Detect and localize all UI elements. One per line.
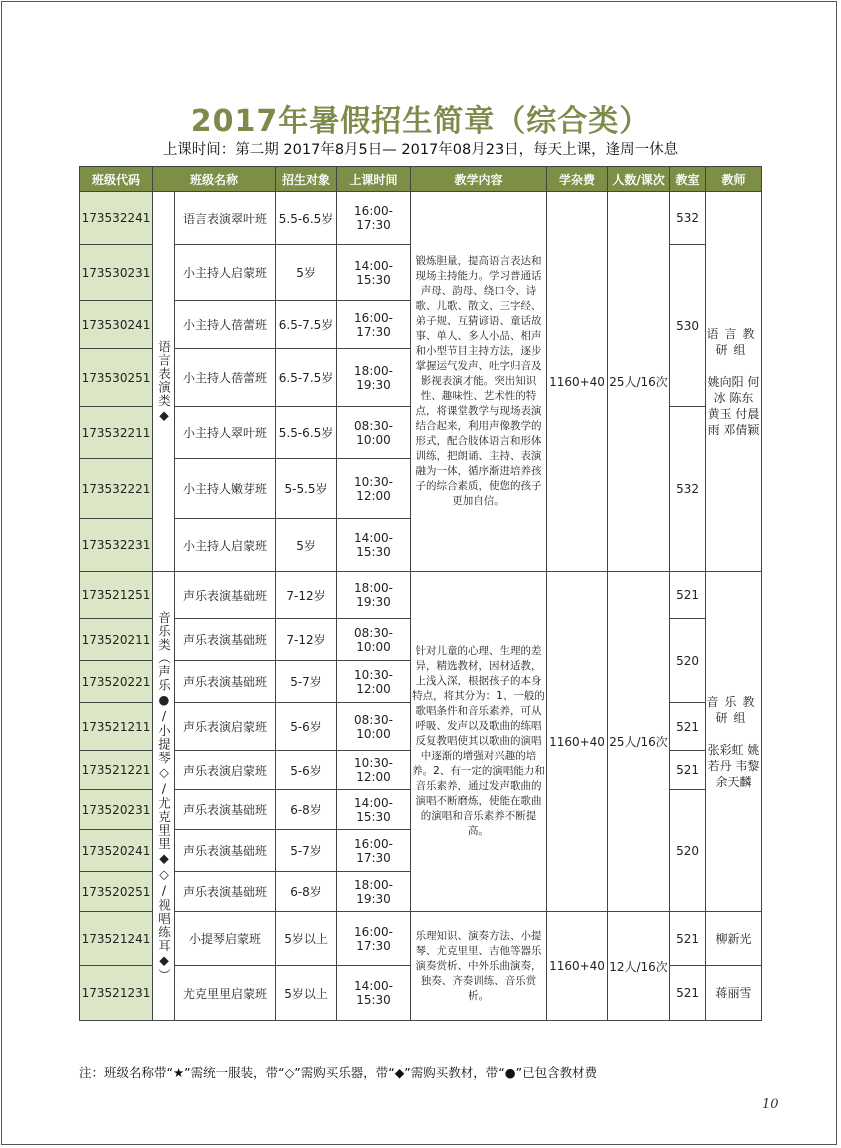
classroom: 520 xyxy=(670,790,706,912)
class-time: 14:00-15:30 xyxy=(337,790,411,830)
class-name: 语言表演翠叶班 xyxy=(175,192,276,245)
class-age: 6-8岁 xyxy=(276,872,337,912)
class-name: 小主持人蓓蕾班 xyxy=(175,349,276,407)
classroom: 520 xyxy=(670,619,706,703)
class-time: 16:00-17:30 xyxy=(337,830,411,872)
class-name: 声乐表演基础班 xyxy=(175,872,276,912)
class-name: 声乐表演启蒙班 xyxy=(175,751,276,790)
class-name: 声乐表演基础班 xyxy=(175,790,276,830)
class-age: 5岁以上 xyxy=(276,966,337,1021)
class-time: 16:00-17:30 xyxy=(337,912,411,966)
class-code: 173530251 xyxy=(80,349,153,407)
content-instrument: 乐理知识、演奏方法、小提琴、尤克里里、吉他等器乐演奏赏析、中外乐曲演奏，独奏、齐奏训练、音乐赏析。 xyxy=(411,912,547,1021)
schedule-table xyxy=(79,166,762,1021)
teacher-language xyxy=(706,192,762,572)
class-code: 173532241 xyxy=(80,192,153,245)
class-age: 5-7岁 xyxy=(276,661,337,703)
class-code: 173520211 xyxy=(80,619,153,661)
teacher-music xyxy=(706,572,762,912)
header-time: 上课时间 xyxy=(337,167,411,192)
class-code: 173520241 xyxy=(80,830,153,872)
class-code: 173520231 xyxy=(80,790,153,830)
table-row xyxy=(80,912,762,966)
class-age: 6-8岁 xyxy=(276,790,337,830)
class-code: 173521221 xyxy=(80,751,153,790)
class-age: 5岁以上 xyxy=(276,912,337,966)
class-age: 5-5.5岁 xyxy=(276,459,337,519)
page-title: 2017年暑假招生简章（综合类） xyxy=(190,104,651,139)
class-time: 14:00-15:30 xyxy=(337,966,411,1021)
class-time: 10:30-12:00 xyxy=(337,459,411,519)
teacher-group-label: 语言教研组 xyxy=(706,326,761,357)
table-row xyxy=(80,192,762,245)
class-code: 173530231 xyxy=(80,245,153,301)
class-age: 6.5-7.5岁 xyxy=(276,301,337,349)
content-vocal: 针对儿童的心理、生理的差异，精选教材，因材适教，上浅入深，根据孩子的本身特点，将其分为：1、一般的歌唱条件和音乐素养，可从呼吸、发声以及歌曲的练唱反复教唱使其以歌曲的演唱中逐渐的增强对兴趣的培养。2、有一定的演唱能力和音乐素养，通过发声歌曲的演唱不断磨炼，使能在歌曲的演唱和音乐素养不断提高。 xyxy=(411,572,547,912)
class-code: 173532231 xyxy=(80,519,153,572)
header-content: 教学内容 xyxy=(411,167,547,192)
class-name: 小主持人蓓蕾班 xyxy=(175,301,276,349)
header-name: 班级名称 xyxy=(153,167,276,192)
class-time: 14:00-15:30 xyxy=(337,519,411,572)
class-code: 173520251 xyxy=(80,872,153,912)
count-vocal: 25人/16次 xyxy=(608,572,670,912)
teacher-group-label: 音乐教研组 xyxy=(706,694,761,725)
class-time: 16:00-17:30 xyxy=(337,192,411,245)
footnote: 注：班级名称带“★”需统一服装，带“◇”需购买乐器，带“◆”需购买教材，带“●”已包含教材费 xyxy=(79,1065,598,1080)
class-name: 小主持人翠叶班 xyxy=(175,407,276,459)
fee-vocal: 1160+40 xyxy=(547,572,608,912)
class-time: 10:30-12:00 xyxy=(337,751,411,790)
class-name: 声乐表演基础班 xyxy=(175,661,276,703)
count-instrument: 12人/16次 xyxy=(608,912,670,1021)
class-age: 7-12岁 xyxy=(276,619,337,661)
class-age: 5.5-6.5岁 xyxy=(276,407,337,459)
class-time: 10:30-12:00 xyxy=(337,661,411,703)
class-name: 声乐表演基础班 xyxy=(175,830,276,872)
page-subtitle: 上课时间：第二期 2017年8月5日— 2017年08月23日，每天上课，逢周一休息 xyxy=(162,142,679,158)
class-time: 18:00-19:30 xyxy=(337,349,411,407)
class-age: 5.5-6.5岁 xyxy=(276,192,337,245)
class-name: 尤克里里启蒙班 xyxy=(175,966,276,1021)
header-count: 人数/课次 xyxy=(608,167,670,192)
teacher-names: 张彩虹 姚若丹 韦黎 余天麟 xyxy=(707,742,760,789)
class-code: 173532211 xyxy=(80,407,153,459)
class-time: 08:30-10:00 xyxy=(337,619,411,661)
classroom: 521 xyxy=(670,966,706,1021)
classroom: 532 xyxy=(670,407,706,572)
class-age: 7-12岁 xyxy=(276,572,337,619)
class-time: 18:00-19:30 xyxy=(337,572,411,619)
header-teacher: 教师 xyxy=(706,167,762,192)
classroom: 521 xyxy=(670,912,706,966)
class-age: 5岁 xyxy=(276,519,337,572)
class-code: 173521211 xyxy=(80,703,153,751)
class-name: 声乐表演基础班 xyxy=(175,572,276,619)
classroom: 530 xyxy=(670,245,706,407)
header-code: 班级代码 xyxy=(80,167,153,192)
fee-instrument: 1160+40 xyxy=(547,912,608,1021)
classroom: 521 xyxy=(670,572,706,619)
class-name: 声乐表演启蒙班 xyxy=(175,703,276,751)
teacher-names: 姚向阳 何冰 陈东 黄玉 付晨雨 邓倩颖 xyxy=(707,374,760,437)
teacher-violin: 柳新光 xyxy=(706,912,762,966)
classroom: 532 xyxy=(670,192,706,245)
class-time: 14:00-15:30 xyxy=(337,245,411,301)
header-age: 招生对象 xyxy=(276,167,337,192)
class-code: 173521241 xyxy=(80,912,153,966)
count-language: 25人/16次 xyxy=(608,192,670,572)
class-time: 08:30-10:00 xyxy=(337,407,411,459)
class-time: 18:00-19:30 xyxy=(337,872,411,912)
class-name: 小主持人启蒙班 xyxy=(175,519,276,572)
class-code: 173532221 xyxy=(80,459,153,519)
header-fee: 学杂费 xyxy=(547,167,608,192)
classroom: 521 xyxy=(670,751,706,790)
table-row xyxy=(80,572,762,619)
class-code: 173530241 xyxy=(80,301,153,349)
class-name: 声乐表演基础班 xyxy=(175,619,276,661)
header-room: 教室 xyxy=(670,167,706,192)
class-age: 6.5-7.5岁 xyxy=(276,349,337,407)
class-code: 173520221 xyxy=(80,661,153,703)
class-time: 16:00-17:30 xyxy=(337,301,411,349)
class-name: 小提琴启蒙班 xyxy=(175,912,276,966)
class-name: 小主持人启蒙班 xyxy=(175,245,276,301)
content-language: 锻炼胆量，提高语言表达和现场主持能力。学习普通话声母、韵母、绕口令、诗歌、儿歌、散文、三字经、弟子规、互猜谚语、童话故事、单人、多人小品、相声和小型节目主持方法，逐步掌握运气发声、吐字归音及影视表演才能。突出知识性、趣味性、艺术性的特点，将课堂教学与现场表演结合起来，利用声像教学的形式，配合肢体语言和形体训练，把朗诵、主持、表演融为一体，循序渐进培养孩子的综合素质，使您的孩子更加自信。 xyxy=(411,192,547,572)
classroom: 521 xyxy=(670,703,706,751)
table-header-row xyxy=(80,167,762,192)
category-language: 语言表演类◆ xyxy=(153,192,175,572)
class-time: 08:30-10:00 xyxy=(337,703,411,751)
class-age: 5岁 xyxy=(276,245,337,301)
class-age: 5-6岁 xyxy=(276,703,337,751)
fee-language: 1160+40 xyxy=(547,192,608,572)
page-number: 10 xyxy=(762,1097,779,1112)
class-age: 5-6岁 xyxy=(276,751,337,790)
class-age: 5-7岁 xyxy=(276,830,337,872)
class-code: 173521231 xyxy=(80,966,153,1021)
category-music: 音乐类（声乐●/小提琴◇/尤克里里◆◇/视唱练耳◆） xyxy=(153,572,175,1021)
class-code: 173521251 xyxy=(80,572,153,619)
teacher-ukulele: 蒋丽雪 xyxy=(706,966,762,1021)
class-name: 小主持人嫩芽班 xyxy=(175,459,276,519)
